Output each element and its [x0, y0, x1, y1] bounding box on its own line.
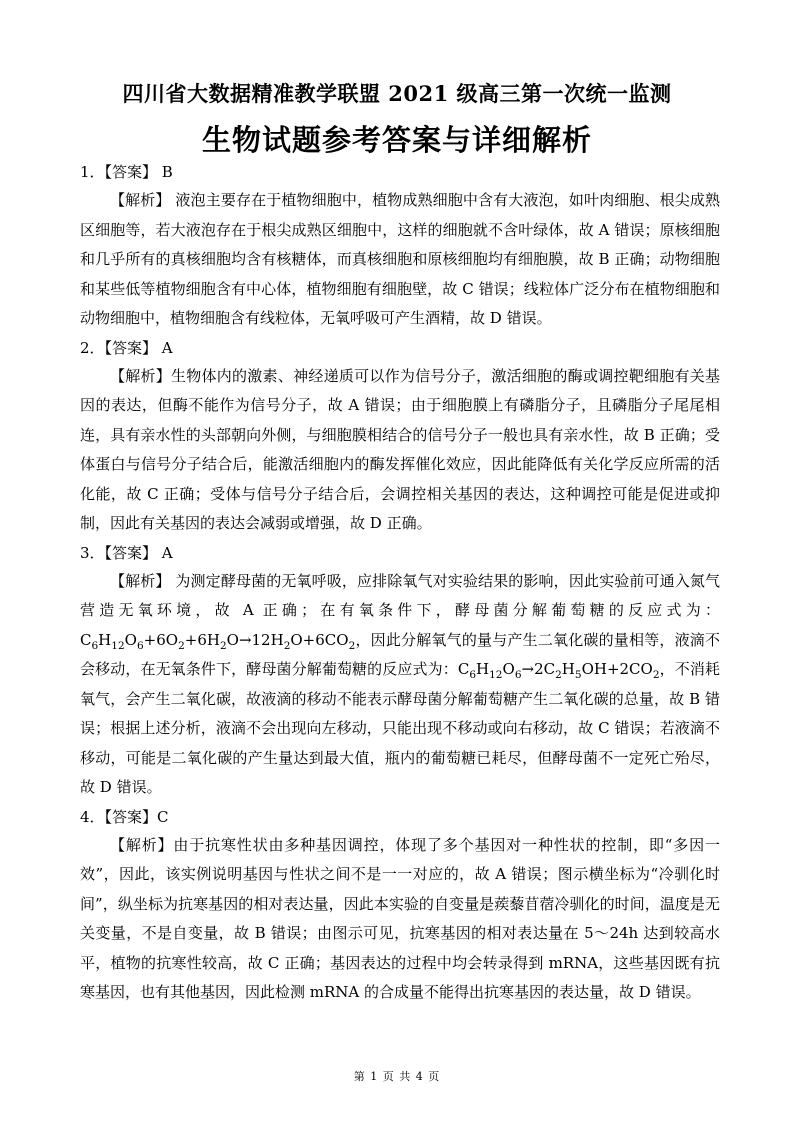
question-1-answer: 1．【答案】 B	[80, 163, 173, 181]
page-number: 第 1 页 共 4 页	[353, 1070, 441, 1083]
question-2-answer: 2．【答案】 A	[80, 338, 173, 357]
aerobic-equation: $C_6H_{12}O_6+6O_2+6H_2O\to 12H_2O+6CO_2$	[80, 630, 356, 652]
question-3-answer: 3．【答案】 A	[80, 543, 173, 562]
question-2-explanation: 【解析】生物体内的激素、神经递质可以作为信号分子，激活细胞的酶或调控靶细胞有关基因的表达，但酶不能作为信号分子，故 A 错误；由于细胞膜上有磷脂分子，且磷脂分子尾尾相连，具有亲水性的头部朝向外侧，与细胞膜相结合的信号分子一般也具有亲水性，故 B 正确；受体蛋白与信号分子结合后，能激活细胞内的酶发挥催化效应，因此能降低有关化学反应所需的活化能，故 C 正确；受体与信号分子结合后，会调控相关基因的表达，这种调控可能是促进或抑制，因此有关基因的表达会减弱或增强，故 D 正确。	[80, 366, 720, 532]
q3-text-part-1: 【解析】 为测定酵母菌的无氧呼吸，应排除氧气对实验结果的影响，因此实验前可通入氮气营造无氧环境，故 A 正确；在有氧条件下，酵母菌分解葡萄糖的反应式为：	[80, 571, 720, 619]
q3-text-part-2: ，因此分解氧气的量与产生二氧化碳的量相等，液滴不会移动，在无氧条件下，酵母菌分解葡萄糖的反应式为：	[80, 630, 720, 678]
question-1-explanation: 【解析】 液泡主要存在于植物细胞中，植物成熟细胞中含有大液泡，如叶肉细胞、根尖成熟区细胞等，若大液泡存在于根尖成熟区细胞中，这样的细胞就不含叶绿体，故 A 错误；原核细胞和几乎所有的真核细胞均含有核糖体，而真核细胞和原核细胞均有细胞膜，故 B 正确；动物细胞和某些低等植物细胞含有中心体，植物细胞有细胞壁，故 C 错误；线粒体广泛分布在植物细胞和动物细胞中，植物细胞含有线粒体，无氧呼吸可产生酒精，故 D 错误。	[80, 191, 720, 327]
document-subtitle: 生物试题参考答案与详细解析	[201, 123, 592, 157]
question-4-answer: 4．【答案】C	[80, 807, 169, 826]
answer-body	[80, 158, 720, 1008]
question-4-explanation: 【解析】由于抗寒性状由多种基因调控，体现了多个基因对一种性状的控制，即“多因一效”，因此，该实例说明基因与性状之间不是一一对应的，故 A 错误；图示横坐标为“冷驯化时间”，纵坐标为抗寒基因的相对表达量，因此本实验的自变量是蒺藜苜蓿冷驯化的时间，温度是无关变量，不是自变量，故 B 错误；由图示可见，抗寒基因的相对表达量在 5～24h 达到较高水平，植物的抗寒性较高，故 C 正确；基因表达的过程中均会转录得到 mRNA，这些基因既有抗寒基因，也有其他基因，因此检测 mRNA 的合成量不能得出抗寒基因的表达量，故 D 错误。	[80, 835, 720, 1001]
question-3-explanation	[80, 567, 720, 803]
q3-text-part-3: ，不消耗氧气，会产生二氧化碳，故液滴的移动不能表示酵母菌分解葡萄糖产生二氧化碳的总量，故 B 错误；根据上述分析，液滴不会出现向左移动，只能出现不移动或向右移动，故 C 错误；若液滴不移动，可能是二氧化碳的产生量达到最大值，瓶内的葡萄糖已耗尽，但酵母菌不一定死亡殆尽，故 D 错误。	[80, 660, 720, 796]
fermentation-equation: $C_6H_{12}O_6\to 2C_2H_5OH+2CO_2$	[457, 660, 660, 681]
exam-title: 四川省大数据精准教学联盟 2021 级高三第一次统一监测	[122, 81, 672, 106]
